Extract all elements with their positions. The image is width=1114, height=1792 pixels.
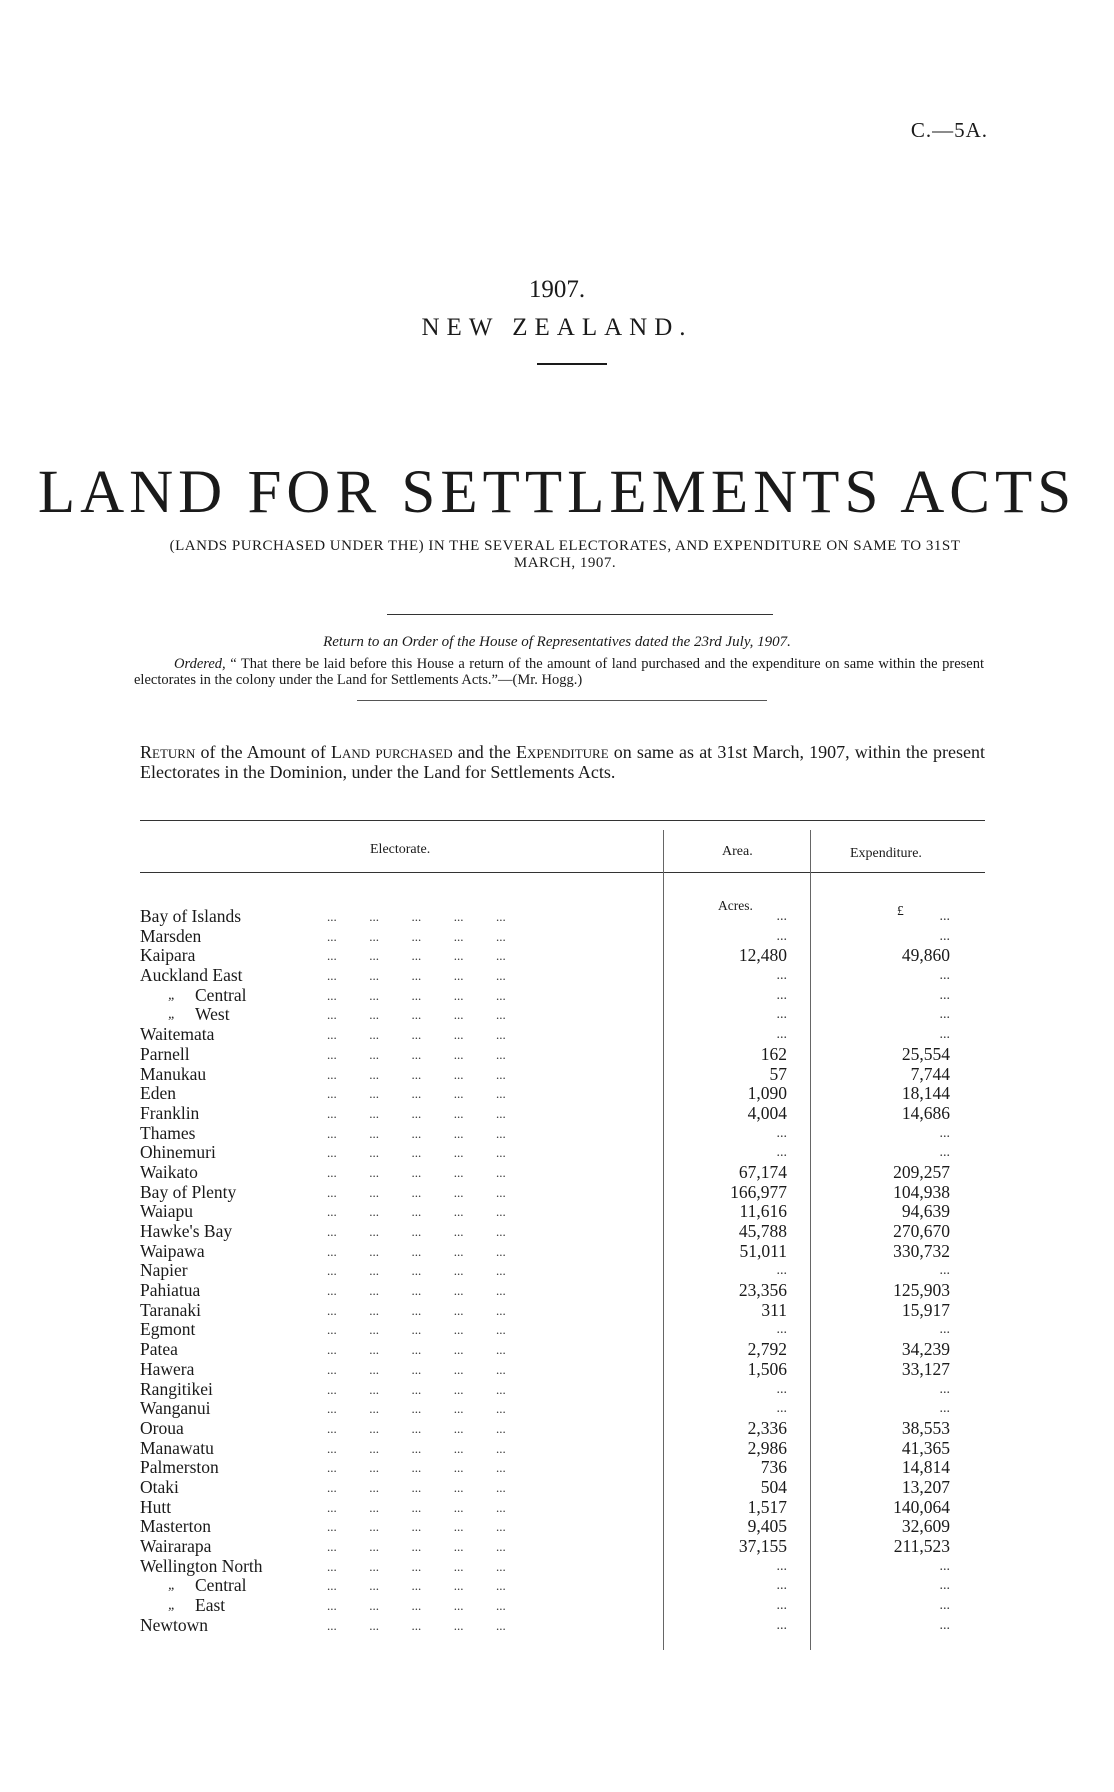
electorate-name: Hawke's Bay xyxy=(140,1221,233,1241)
area-value: 1,506 xyxy=(747,1358,787,1379)
table-row xyxy=(0,927,1114,947)
table-row xyxy=(0,986,1114,1006)
table-row xyxy=(0,1537,1114,1557)
expenditure-value: ... xyxy=(939,1578,950,1594)
intro-text-1: of the Amount of xyxy=(195,742,332,762)
leader-dots: ... ... ... ... ... xyxy=(327,1460,506,1476)
expenditure-value: 270,670 xyxy=(893,1221,950,1241)
area-value: ... xyxy=(776,1125,787,1141)
return-order-line: Return to an Order of the House of Representatives dated the 23rd July, 1907. xyxy=(323,634,791,650)
electorate-name: Napier xyxy=(140,1260,188,1281)
electorate-table-body xyxy=(0,907,1114,1635)
expenditure-value: 330,732 xyxy=(893,1240,950,1261)
table-row xyxy=(0,1340,1114,1360)
ordered-paragraph xyxy=(134,656,984,688)
electorate-name: Oroua xyxy=(140,1417,184,1438)
leader-dots: ... ... ... ... ... xyxy=(327,1046,506,1062)
area-value: 4,004 xyxy=(747,1102,787,1123)
leader-dots: ... ... ... ... ... xyxy=(327,1342,506,1358)
table-row xyxy=(0,1517,1114,1537)
electorate-name: Wairarapa xyxy=(140,1536,212,1556)
leader-dots: ... ... ... ... ... xyxy=(327,1381,506,1397)
table-row xyxy=(0,1478,1114,1498)
leader-dots: ... ... ... ... ... xyxy=(327,1224,506,1239)
expenditure-value: 211,523 xyxy=(893,1536,950,1556)
table-row xyxy=(0,1380,1114,1400)
leader-dots: ... ... ... ... ... xyxy=(327,948,506,964)
area-value: ... xyxy=(776,1401,787,1417)
leader-dots: ... ... ... ... ... xyxy=(327,1401,506,1417)
area-value: ... xyxy=(776,1381,787,1397)
table-row xyxy=(0,1360,1114,1380)
leader-dots: ... ... ... ... ... xyxy=(327,1558,506,1574)
electorate-name: Marsden xyxy=(140,925,202,946)
expenditure-value: 18,144 xyxy=(901,1083,950,1104)
area-value: 37,155 xyxy=(738,1536,787,1556)
area-value: 2,336 xyxy=(747,1417,787,1438)
electorate-name: Rangitikei xyxy=(140,1378,213,1399)
expenditure-value: ... xyxy=(939,1617,950,1633)
electorate-name: Newtown xyxy=(140,1614,209,1635)
expenditure-value: ... xyxy=(939,987,950,1003)
document-title: LAND FOR SETTLEMENTS ACTS xyxy=(37,459,1077,526)
electorate-name: Otaki xyxy=(140,1476,179,1497)
leader-dots: ... ... ... ... ... xyxy=(327,1184,506,1200)
header-area: Area. xyxy=(722,844,753,859)
table-row xyxy=(0,1222,1114,1242)
leader-dots: ... ... ... ... ... xyxy=(327,1302,506,1318)
area-value: 504 xyxy=(760,1476,787,1497)
area-value: ... xyxy=(776,968,787,984)
area-value: 11,616 xyxy=(739,1201,787,1222)
expenditure-value: 49,860 xyxy=(901,945,950,966)
area-value: 2,792 xyxy=(747,1339,787,1360)
area-value: ... xyxy=(776,1263,787,1279)
table-row xyxy=(0,1084,1114,1104)
table-row xyxy=(0,1301,1114,1321)
expenditure-value: 14,814 xyxy=(901,1457,950,1478)
electorate-name: Hawera xyxy=(140,1358,195,1379)
table-row xyxy=(0,1202,1114,1222)
leader-dots: ... ... ... ... ... xyxy=(327,1007,506,1023)
intro-word-return: Return xyxy=(140,742,196,762)
electorate-name: Franklin xyxy=(140,1102,200,1123)
expenditure-value: ... xyxy=(939,1381,950,1397)
table-row xyxy=(0,1163,1114,1183)
table-introduction xyxy=(140,742,985,782)
electorate-name: Central xyxy=(195,1575,247,1596)
expenditure-value: ... xyxy=(939,1027,950,1043)
expenditure-value: 125,903 xyxy=(893,1280,950,1301)
ditto-mark: „ xyxy=(168,1007,176,1023)
expenditure-value: ... xyxy=(939,1598,950,1614)
table-row xyxy=(0,1065,1114,1085)
area-value: ... xyxy=(776,987,787,1003)
table-row xyxy=(0,1616,1114,1636)
ditto-mark: „ xyxy=(168,1578,176,1594)
leader-dots: ... ... ... ... ... xyxy=(327,1027,506,1043)
electorate-name: Manukau xyxy=(140,1063,207,1084)
expenditure-value: 32,609 xyxy=(901,1516,950,1537)
unit-pounds: £ xyxy=(897,903,904,918)
table-row xyxy=(0,1458,1114,1478)
area-value: ... xyxy=(776,1027,787,1043)
electorate-name: West xyxy=(195,1004,230,1025)
electorate-name: Pahiatua xyxy=(140,1280,201,1301)
table-row xyxy=(0,1439,1114,1459)
expenditure-value: 94,639 xyxy=(901,1201,950,1222)
electorate-name: Waiapu xyxy=(140,1201,194,1222)
electorate-name: Kaipara xyxy=(140,945,196,966)
area-value: ... xyxy=(776,909,787,924)
area-value: 736 xyxy=(760,1457,787,1478)
electorate-name: Central xyxy=(195,984,247,1005)
area-value: ... xyxy=(776,1578,787,1594)
expenditure-value: 33,127 xyxy=(901,1358,950,1379)
unit-acres: Acres. xyxy=(718,898,753,913)
electorate-name: Waitemata xyxy=(140,1024,215,1045)
expenditure-value: ... xyxy=(939,1007,950,1023)
leader-dots: ... ... ... ... ... xyxy=(327,909,506,924)
leader-dots: ... ... ... ... ... xyxy=(327,1204,506,1220)
expenditure-value: 7,744 xyxy=(910,1063,950,1084)
electorate-name: Wellington North xyxy=(140,1555,263,1576)
area-value: 57 xyxy=(769,1063,787,1084)
expenditure-value: 41,365 xyxy=(901,1437,950,1458)
leader-dots: ... ... ... ... ... xyxy=(327,987,506,1003)
table-row xyxy=(0,1183,1114,1203)
area-value: ... xyxy=(776,1558,787,1574)
intro-text-2: and the xyxy=(452,742,517,762)
leader-dots: ... ... ... ... ... xyxy=(327,1263,506,1279)
table-row xyxy=(0,1005,1114,1025)
table-row xyxy=(0,1557,1114,1577)
leader-dots: ... ... ... ... ... xyxy=(327,1105,506,1121)
table-row xyxy=(0,1281,1114,1301)
expenditure-value: ... xyxy=(939,1145,950,1161)
electorate-name: Egmont xyxy=(140,1319,196,1340)
area-value: ... xyxy=(776,1007,787,1023)
electorate-name: Auckland East xyxy=(140,965,243,986)
leader-dots: ... ... ... ... ... xyxy=(327,1164,506,1180)
electorate-name: Bay of Islands xyxy=(140,906,242,926)
area-value: 311 xyxy=(761,1299,787,1320)
expenditure-value: ... xyxy=(939,1401,950,1417)
table-row xyxy=(0,1045,1114,1065)
country-heading: NEW ZEALAND. xyxy=(421,314,693,341)
table-row xyxy=(0,966,1114,986)
leader-dots: ... ... ... ... ... xyxy=(327,1322,506,1338)
area-value: ... xyxy=(776,1598,787,1614)
table-header-rule xyxy=(140,872,985,873)
electorate-name: Thames xyxy=(140,1122,196,1143)
intro-word-land: Land purchased xyxy=(331,742,453,762)
table-row xyxy=(0,1143,1114,1163)
area-value: 67,174 xyxy=(738,1161,787,1182)
expenditure-value: 15,917 xyxy=(901,1299,950,1320)
table-row xyxy=(0,1576,1114,1596)
leader-dots: ... ... ... ... ... xyxy=(327,1283,506,1299)
leader-dots: ... ... ... ... ... xyxy=(327,968,506,984)
expenditure-value: ... xyxy=(939,968,950,984)
intro-text-3: on same as at 31st March, 1907, within the present Electorates in the Dominion, under the Land for Settlements Acts. xyxy=(140,742,985,782)
leader-dots: ... ... ... ... ... xyxy=(327,928,506,944)
leader-dots: ... ... ... ... ... xyxy=(327,1243,506,1259)
table-row xyxy=(0,1419,1114,1439)
electorate-name: Masterton xyxy=(140,1516,211,1537)
expenditure-value: ... xyxy=(939,1263,950,1279)
electorate-name: Ohinemuri xyxy=(140,1142,216,1163)
leader-dots: ... ... ... ... ... xyxy=(327,1145,506,1161)
table-row xyxy=(0,1399,1114,1419)
expenditure-value: ... xyxy=(939,909,950,924)
electorate-name: Eden xyxy=(140,1083,176,1104)
area-value: 1,517 xyxy=(747,1496,787,1517)
electorate-name: Manawatu xyxy=(140,1437,214,1458)
expenditure-value: ... xyxy=(939,928,950,944)
expenditure-value: ... xyxy=(939,1558,950,1574)
electorate-name: Parnell xyxy=(140,1043,190,1064)
expenditure-value: 14,686 xyxy=(901,1102,950,1123)
leader-dots: ... ... ... ... ... xyxy=(327,1519,506,1535)
document-subtitle: (LANDS PURCHASED UNDER THE) IN THE SEVERAL ELECTORATES, AND EXPENDITURE ON SAME TO 31ST MARCH, 1907. xyxy=(169,538,961,571)
leader-dots: ... ... ... ... ... xyxy=(327,1361,506,1377)
leader-dots: ... ... ... ... ... xyxy=(327,1125,506,1141)
ordered-text: “ That there be laid before this House a return of the amount of land purchased and the expenditure on same within the present electorates in the colony under the Land for Settlements Acts.”—(Mr. Hogg.) xyxy=(134,656,984,688)
table-row xyxy=(0,907,1114,927)
electorate-name: Waikato xyxy=(140,1161,198,1182)
expenditure-value: 209,257 xyxy=(893,1161,950,1182)
area-value: 23,356 xyxy=(738,1280,787,1301)
expenditure-value: 104,938 xyxy=(893,1181,950,1202)
table-row xyxy=(0,1104,1114,1124)
area-value: ... xyxy=(776,1322,787,1338)
leader-dots: ... ... ... ... ... xyxy=(327,1420,506,1436)
area-value: 45,788 xyxy=(738,1221,787,1241)
document-year: 1907. xyxy=(528,276,586,303)
expenditure-value: ... xyxy=(939,1125,950,1141)
leader-dots: ... ... ... ... ... xyxy=(327,1479,506,1495)
area-value: ... xyxy=(776,1145,787,1161)
leader-dots: ... ... ... ... ... xyxy=(327,1598,506,1614)
table-row xyxy=(0,1320,1114,1340)
leader-dots: ... ... ... ... ... xyxy=(327,1440,506,1456)
table-row xyxy=(0,1124,1114,1144)
page-reference: C.—5A. xyxy=(910,118,988,142)
leader-dots: ... ... ... ... ... xyxy=(327,1066,506,1082)
ordered-label: Ordered, xyxy=(174,656,226,672)
table-row xyxy=(0,1242,1114,1262)
electorate-name: Wanganui xyxy=(140,1398,211,1419)
intro-word-expenditure: Expenditure xyxy=(516,742,609,762)
leader-dots: ... ... ... ... ... xyxy=(327,1086,506,1102)
leader-dots: ... ... ... ... ... xyxy=(327,1539,506,1554)
leader-dots: ... ... ... ... ... xyxy=(327,1617,506,1633)
expenditure-value: 38,553 xyxy=(901,1417,950,1438)
electorate-name: Palmerston xyxy=(140,1457,219,1478)
electorate-name: Hutt xyxy=(140,1496,172,1517)
expenditure-value: ... xyxy=(939,1322,950,1338)
area-value: ... xyxy=(776,928,787,944)
expenditure-value: 140,064 xyxy=(893,1496,950,1517)
table-row xyxy=(0,1498,1114,1518)
leader-dots: ... ... ... ... ... xyxy=(327,1578,506,1594)
leader-dots: ... ... ... ... ... xyxy=(327,1499,506,1515)
table-row xyxy=(0,1596,1114,1616)
divider-upper xyxy=(387,614,773,615)
expenditure-value: 25,554 xyxy=(901,1043,950,1064)
area-value: 12,480 xyxy=(738,945,787,966)
area-value: 1,090 xyxy=(747,1083,787,1104)
electorate-name: Patea xyxy=(140,1339,178,1360)
electorate-name: East xyxy=(195,1595,226,1616)
header-electorate: Electorate. xyxy=(370,842,431,857)
divider-lower xyxy=(357,700,767,701)
area-value: 162 xyxy=(760,1043,787,1064)
area-value: 2,986 xyxy=(747,1437,787,1458)
ditto-mark: „ xyxy=(168,1598,176,1614)
table-top-rule xyxy=(140,820,985,821)
electorate-name: Bay of Plenty xyxy=(140,1181,237,1202)
area-value: 9,405 xyxy=(747,1516,787,1537)
header-expenditure: Expenditure. xyxy=(850,846,922,861)
electorate-name: Taranaki xyxy=(140,1299,201,1320)
table-row xyxy=(0,1025,1114,1045)
table-row xyxy=(0,1261,1114,1281)
divider-short xyxy=(537,363,607,365)
expenditure-value: 13,207 xyxy=(901,1476,950,1497)
area-value: 166,977 xyxy=(730,1181,787,1202)
area-value: 51,011 xyxy=(739,1240,787,1261)
ditto-mark: „ xyxy=(168,987,176,1003)
table-row xyxy=(0,946,1114,966)
electorate-name: Waipawa xyxy=(140,1240,205,1261)
area-value: ... xyxy=(776,1617,787,1633)
expenditure-value: 34,239 xyxy=(901,1339,950,1360)
